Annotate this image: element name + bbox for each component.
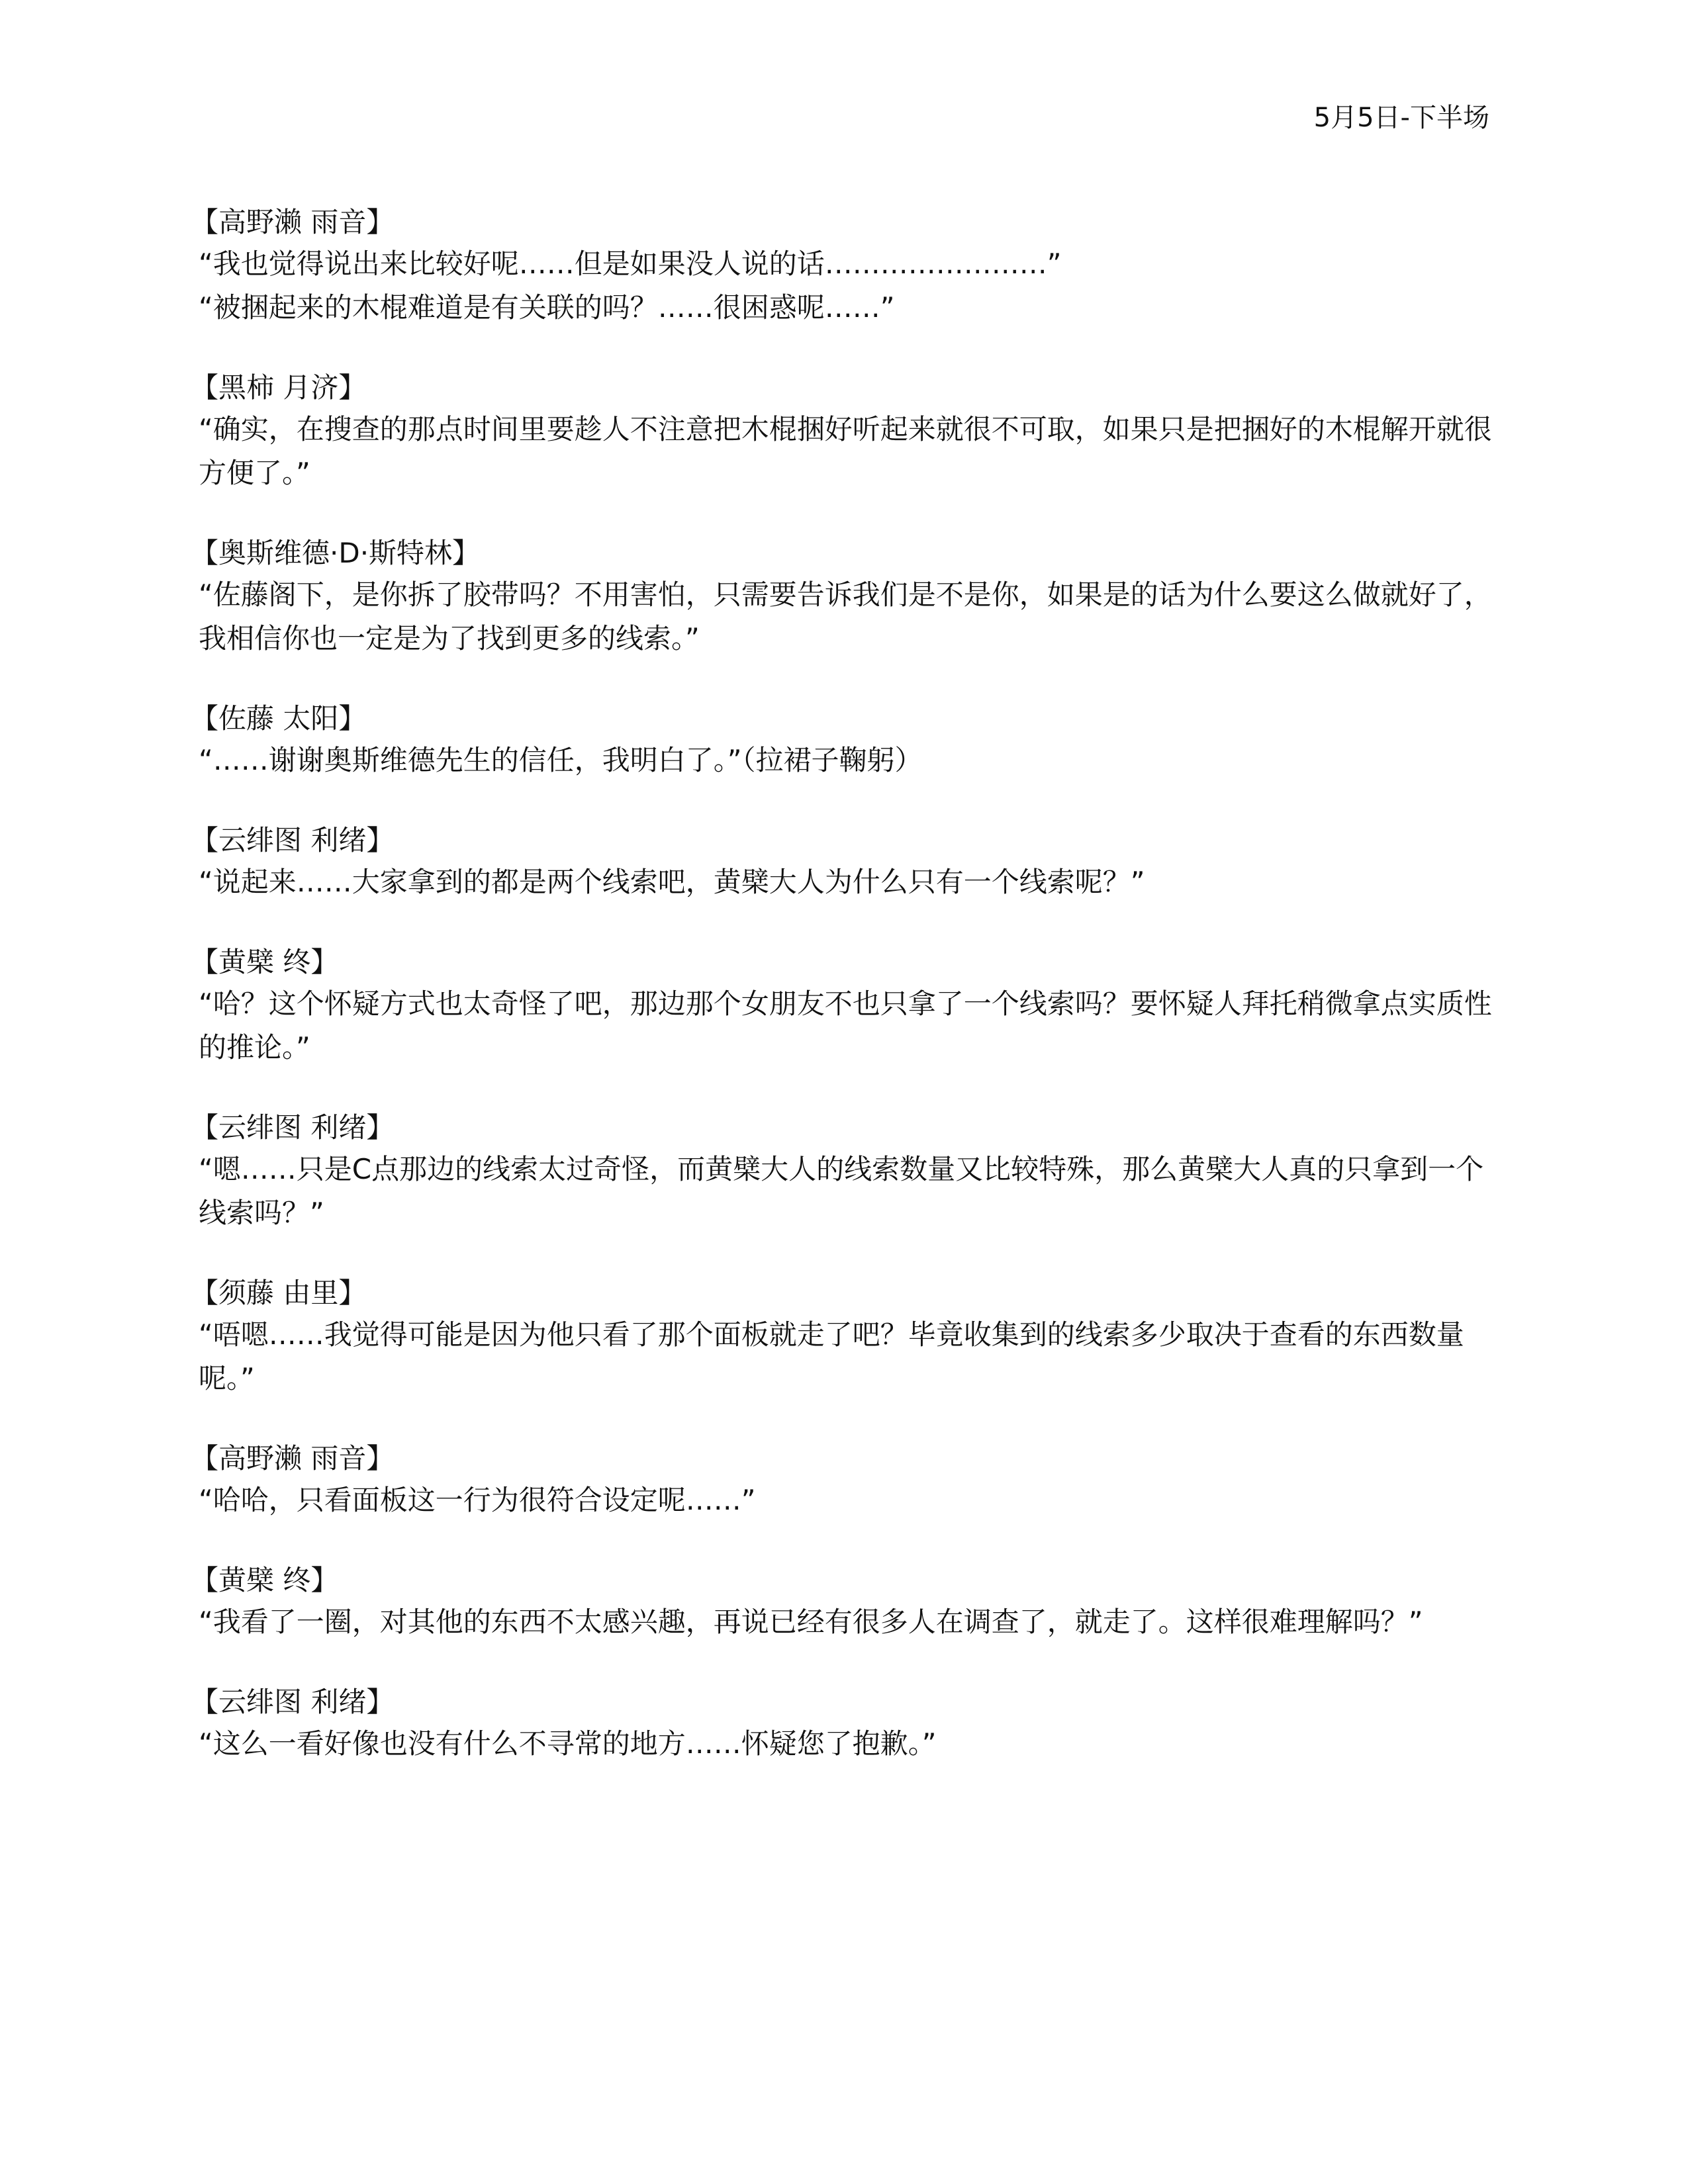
speaker-name: 【云绯图 利绪】 — [191, 1686, 395, 1718]
dialogue-entry — [191, 368, 1496, 495]
dialogue-line: “我看了一圈，对其他的东西不太感兴趣，再说已经有很多人在调查了，就走了。这样很难理解吗？” — [199, 1606, 1423, 1638]
dialogue-line: “……谢谢奥斯维德先生的信任，我明白了。”（拉裙子鞠躬） — [199, 744, 923, 776]
speaker-name: 【须藤 由里】 — [191, 1277, 367, 1309]
session-header: 5月5日-下半场 — [1313, 103, 1489, 133]
dialogue-entry — [191, 203, 1496, 330]
speaker-name: 【高野濑 雨音】 — [191, 1442, 395, 1475]
dialogue-line: “被捆起来的木棍难道是有关联的吗？……很困惑呢……” — [199, 291, 895, 324]
dialogue-transcript — [191, 203, 1496, 1804]
speaker-name: 【佐藤 太阳】 — [191, 702, 367, 735]
dialogue-entry — [191, 699, 1496, 782]
speaker-name: 【黄檗 终】 — [191, 946, 339, 978]
speaker-name: 【奥斯维德·D·斯特林】 — [191, 537, 481, 569]
dialogue-entry — [191, 821, 1496, 904]
speaker-name: 【黑柿 月济】 — [191, 371, 367, 404]
dialogue-entry — [191, 942, 1496, 1069]
dialogue-line: “佐藤阁下，是你拆了胶带吗？不用害怕，只需要告诉我们是不是你，如果是的话为什么要这么做就好了，我相信你也一定是为了找到更多的线索。” — [199, 578, 1492, 655]
dialogue-entry — [191, 1561, 1496, 1644]
dialogue-entry — [191, 1682, 1496, 1766]
speaker-name: 【黄檗 终】 — [191, 1564, 339, 1596]
dialogue-line: “我也觉得说出来比较好呢……但是如果没人说的话……………………” — [199, 248, 1062, 280]
dialogue-line: “这么一看好像也没有什么不寻常的地方……怀疑您了抱歉。” — [199, 1727, 937, 1760]
dialogue-line: “哈？这个怀疑方式也太奇怪了吧，那边那个女朋友不也只拿了一个线索吗？要怀疑人拜托稍微拿点实质性的推论。” — [199, 987, 1492, 1064]
dialogue-entry — [191, 533, 1496, 660]
dialogue-entry — [191, 1439, 1496, 1522]
dialogue-entry — [191, 1273, 1496, 1400]
speaker-name: 【高野濑 雨音】 — [191, 206, 395, 238]
dialogue-line: “嗯……只是C点那边的线索太过奇怪，而黄檗大人的线索数量又比较特殊，那么黄檗大人真的只拿到一个线索吗？” — [199, 1153, 1484, 1229]
dialogue-entry — [191, 1108, 1496, 1235]
speaker-name: 【云绯图 利绪】 — [191, 1111, 395, 1144]
dialogue-line: “确实，在搜查的那点时间里要趁人不注意把木棍捆好听起来就很不可取，如果只是把捆好的木棍解开就很方便了。” — [199, 413, 1492, 489]
dialogue-line: “唔嗯……我觉得可能是因为他只看了那个面板就走了吧？毕竟收集到的线索多少取决于查看的东西数量呢。” — [199, 1318, 1464, 1394]
speaker-name: 【云绯图 利绪】 — [191, 824, 395, 856]
dialogue-line: “哈哈，只看面板这一行为很符合设定呢……” — [199, 1484, 756, 1516]
dialogue-line: “说起来……大家拿到的都是两个线索吧，黄檗大人为什么只有一个线索呢？” — [199, 866, 1145, 898]
